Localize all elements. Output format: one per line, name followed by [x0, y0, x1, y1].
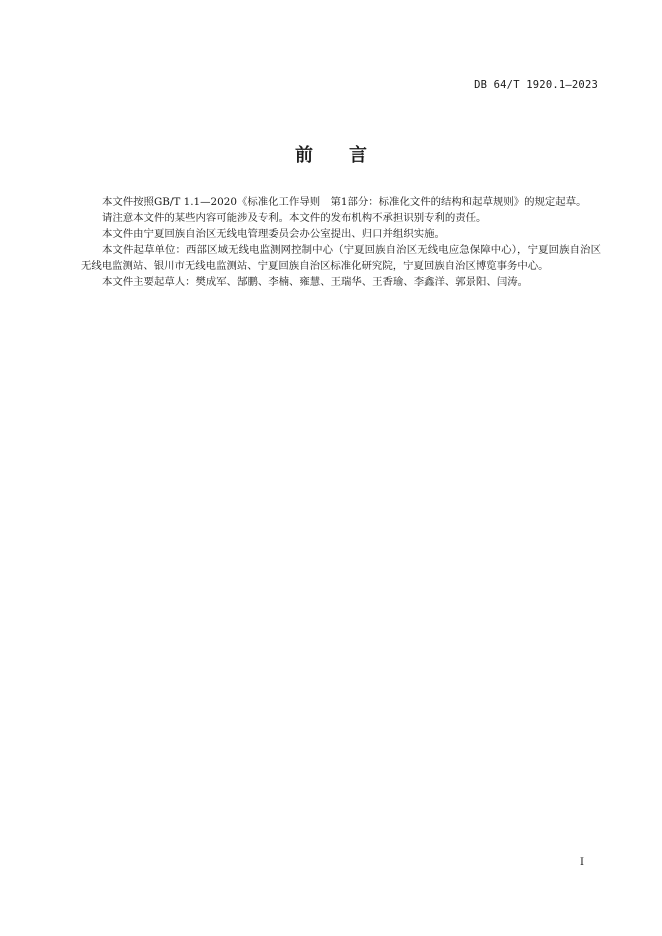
page-title: 前 言 — [295, 145, 367, 166]
body-text — [81, 194, 601, 290]
paragraph-proposer: 本文件由宁夏回族自治区无线电管理委员会办公室提出、归口并组织实施。 — [102, 228, 445, 240]
document-code: DB 64/T 1920.1—2023 — [474, 79, 598, 91]
paragraph-drafting-units: 本文件起草单位：西部区域无线电监测网控制中心（宁夏回族自治区无线电应急保障中心），宁夏回族自治区无线电监测站、银川市无线电监测站、宁夏回族自治区标准化研究院，宁夏回族自治区博览事务中心。 — [81, 244, 601, 272]
paragraph-drafters: 本文件主要起草人：樊成军、郜鹏、李楠、雍慧、王瑞华、王香瑜、李鑫洋、郭景阳、闫涛。 — [102, 276, 529, 288]
page-number: I — [580, 857, 584, 868]
paragraph-drafting-rules: 本文件按照GB/T 1.1—2020《标准化工作导则 第1部分：标准化文件的结构和起草规则》的规定起草。 — [102, 196, 587, 208]
paragraph-patent-notice: 请注意本文件的某些内容可能涉及专利。本文件的发布机构不承担识别专利的责任。 — [102, 212, 487, 224]
